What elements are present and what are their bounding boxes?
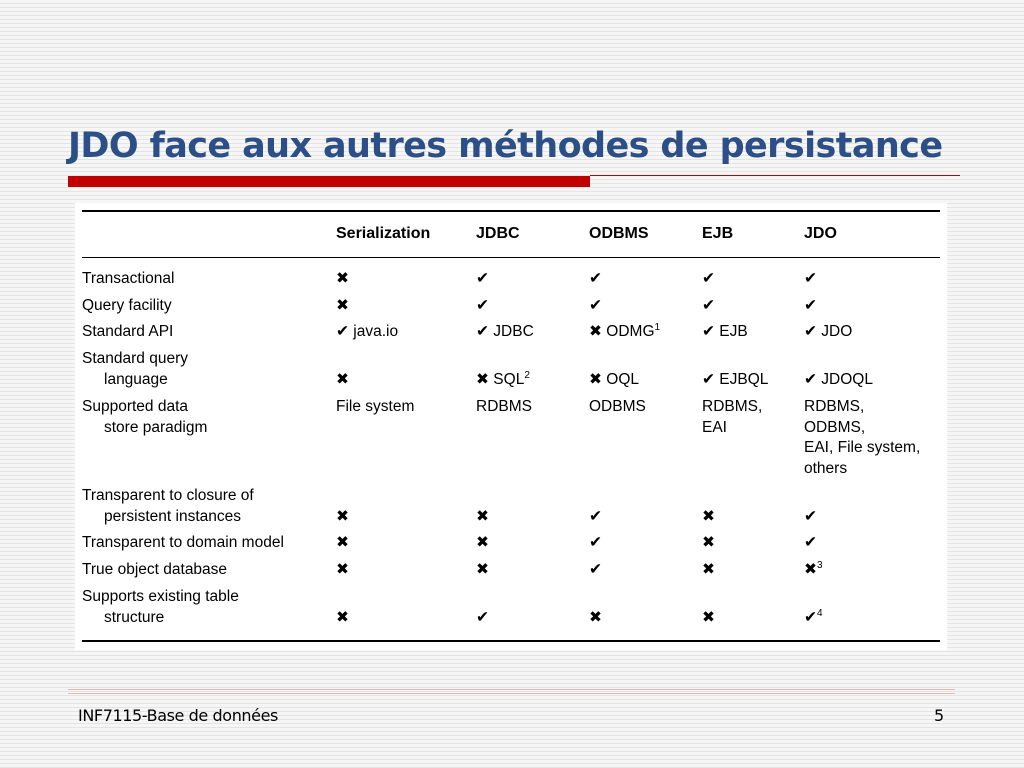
table-cell-serialization [336,560,349,581]
table-cell-text: ✔ JDOQL [804,370,873,388]
row-label [82,349,188,390]
table-cell-text: RDBMS [476,398,532,415]
row-label [82,269,174,290]
check-mark-icon: ✔ [804,534,817,551]
table-cell-ejb [702,560,715,581]
check-mark-icon: ✔ [589,561,602,578]
table-cell-ejb [702,296,715,317]
table-cell-odbms [589,608,602,629]
check-mark-icon: ✔ [476,270,489,287]
table-cell-line: others [804,459,848,477]
row-label-line: persistent instances [104,507,241,525]
check-mark-icon: ✔ [804,297,817,314]
check-mark-icon: ✖ [476,561,489,578]
check-mark-icon: ✖ [702,534,715,551]
table-cell-jdbc [476,533,489,554]
row-label-line: Standard API [82,323,174,340]
table-cell-text: ✔ java.io [336,323,399,340]
check-mark-icon: ✔ [589,297,602,314]
table-cell-text: ✔ JDO [804,323,853,340]
row-label-line: Transparent to domain model [82,534,284,551]
check-mark-icon: ✖ [336,561,349,578]
row-label [82,296,172,317]
check-mark-icon: ✖ [336,370,349,388]
table-bottom-rule [82,640,940,642]
footer-rule-bottom [68,693,955,694]
table-cell-odbms [589,370,639,391]
table-cell-text: ✖ OQL [589,370,640,388]
table-cell-jdbc [476,507,489,528]
table-cell-jdbc [476,397,532,418]
row-label-line: Standard query [82,350,188,367]
footer-rule-top [68,689,955,690]
row-label-line: store paradigm [104,418,208,436]
check-mark-icon: ✔ [804,507,817,525]
table-cell-odbms [589,397,646,418]
row-label-line: structure [104,608,165,626]
table-cell-odbms [589,507,602,528]
table-cell-text: ✔ EJB [702,323,748,340]
comparison-table [75,203,947,650]
table-cell-jdo [804,507,817,528]
check-mark-icon: ✖ [336,297,349,314]
check-mark-icon: ✔ [804,270,817,287]
check-mark-icon: ✖ [336,507,349,525]
table-cell-jdo [804,269,817,290]
table-cell-jdo [804,322,852,343]
table-cell-text: ✔ JDBC [476,323,534,340]
row-label [82,560,227,581]
table-cell-text: ✔ EJBQL [702,370,769,388]
row-label-line: Transparent to closure of [82,487,254,504]
check-mark-icon: ✔ [589,534,602,551]
check-mark-icon: ✖ [702,608,715,626]
title-underline-rule [590,175,960,176]
row-label-line: True object database [82,561,228,578]
table-cell-odbms [589,296,602,317]
table-cell-jdbc [476,322,534,343]
check-mark-icon: ✔ [589,507,602,525]
table-cell-ejb [702,507,715,528]
row-label-line: Transactional [82,270,175,287]
table-cell-ejb [702,533,715,554]
table-cell-line: EAI, File system, [804,439,921,456]
check-mark-icon: ✔ [476,608,489,626]
table-cell-serialization [336,322,398,343]
column-header-jdbc: JDBC [476,225,520,242]
table-cell-odbms [589,560,602,581]
table-cell-serialization [336,507,349,528]
table-top-rule [82,210,940,212]
check-mark-icon: ✖ [476,507,489,525]
table-cell-ejb [702,370,768,391]
table-cell-jdo [804,560,823,581]
table-cell-serialization [336,608,349,629]
table-cell-jdbc [476,269,489,290]
table-cell-text: ODBMS [589,398,646,415]
table-cell-text: ✖ ODMG [589,323,655,340]
table-cell-ejb [702,269,715,290]
row-label-line: Supports existing table [82,588,239,605]
table-cell-ejb [702,322,748,343]
check-mark-icon: ✖ [702,507,715,525]
column-header-odbms: ODBMS [589,225,649,242]
check-mark-icon: ✖ [702,561,715,578]
table-cell-serialization [336,533,349,554]
table-header-rule [82,257,940,258]
column-header-serialization: Serialization [336,225,431,242]
check-mark-icon: ✖ [336,608,349,626]
column-header-jdo: JDO [804,225,837,242]
row-label [82,533,284,554]
check-mark-icon: ✔ [702,297,715,314]
table-cell-line: RDBMS, [804,398,865,415]
check-mark-icon: ✔ [589,270,602,287]
table-cell-odbms [589,269,602,290]
table-cell-jdo [804,397,920,479]
table-cell-jdo [804,533,817,554]
table-cell-jdbc [476,370,530,391]
table-cell-serialization [336,370,349,391]
table-cell-text: ✖ SQL [476,370,525,388]
table-cell-text: File system [336,398,415,415]
table-cell-jdo [804,296,817,317]
check-mark-icon: ✖ [804,561,817,578]
table-cell-line: ODBMS, [804,418,866,436]
row-label-line: language [104,370,168,388]
table-cell-line: EAI [702,418,727,436]
table-cell-ejb [702,397,762,438]
page-number: 5 [934,706,945,725]
footer-course-label: INF7115-Base de données [78,706,278,725]
check-mark-icon: ✔ [804,608,817,626]
table-cell-odbms [589,322,660,343]
check-mark-icon: ✖ [476,534,489,551]
footnote-marker: 4 [817,607,823,619]
row-label [82,587,239,628]
table-cell-jdo [804,608,823,629]
table-cell-serialization [336,269,349,290]
row-label-line: Query facility [82,297,172,314]
check-mark-icon: ✖ [336,270,349,287]
slide-title: JDO face aux autres méthodes de persistance [68,126,943,166]
footnote-marker: 3 [817,559,823,571]
title-underline-bar [68,176,590,187]
table-cell-jdo [804,370,873,391]
check-mark-icon: ✔ [702,270,715,287]
check-mark-icon: ✔ [476,297,489,314]
table-cell-odbms [589,533,602,554]
row-label [82,397,207,438]
check-mark-icon: ✖ [589,608,602,626]
table-cell-jdbc [476,296,489,317]
row-label-line: Supported data [82,398,189,415]
row-label [82,486,254,527]
row-label [82,322,173,343]
table-cell-ejb [702,608,715,629]
table-cell-jdbc [476,608,489,629]
check-mark-icon: ✖ [336,534,349,551]
column-header-ejb: EJB [702,225,734,242]
table-cell-line: RDBMS, [702,398,763,415]
table-cell-jdbc [476,560,489,581]
table-cell-serialization [336,296,349,317]
footnote-marker: 2 [524,369,530,381]
table-cell-serialization [336,397,414,418]
footnote-marker: 1 [654,321,661,333]
